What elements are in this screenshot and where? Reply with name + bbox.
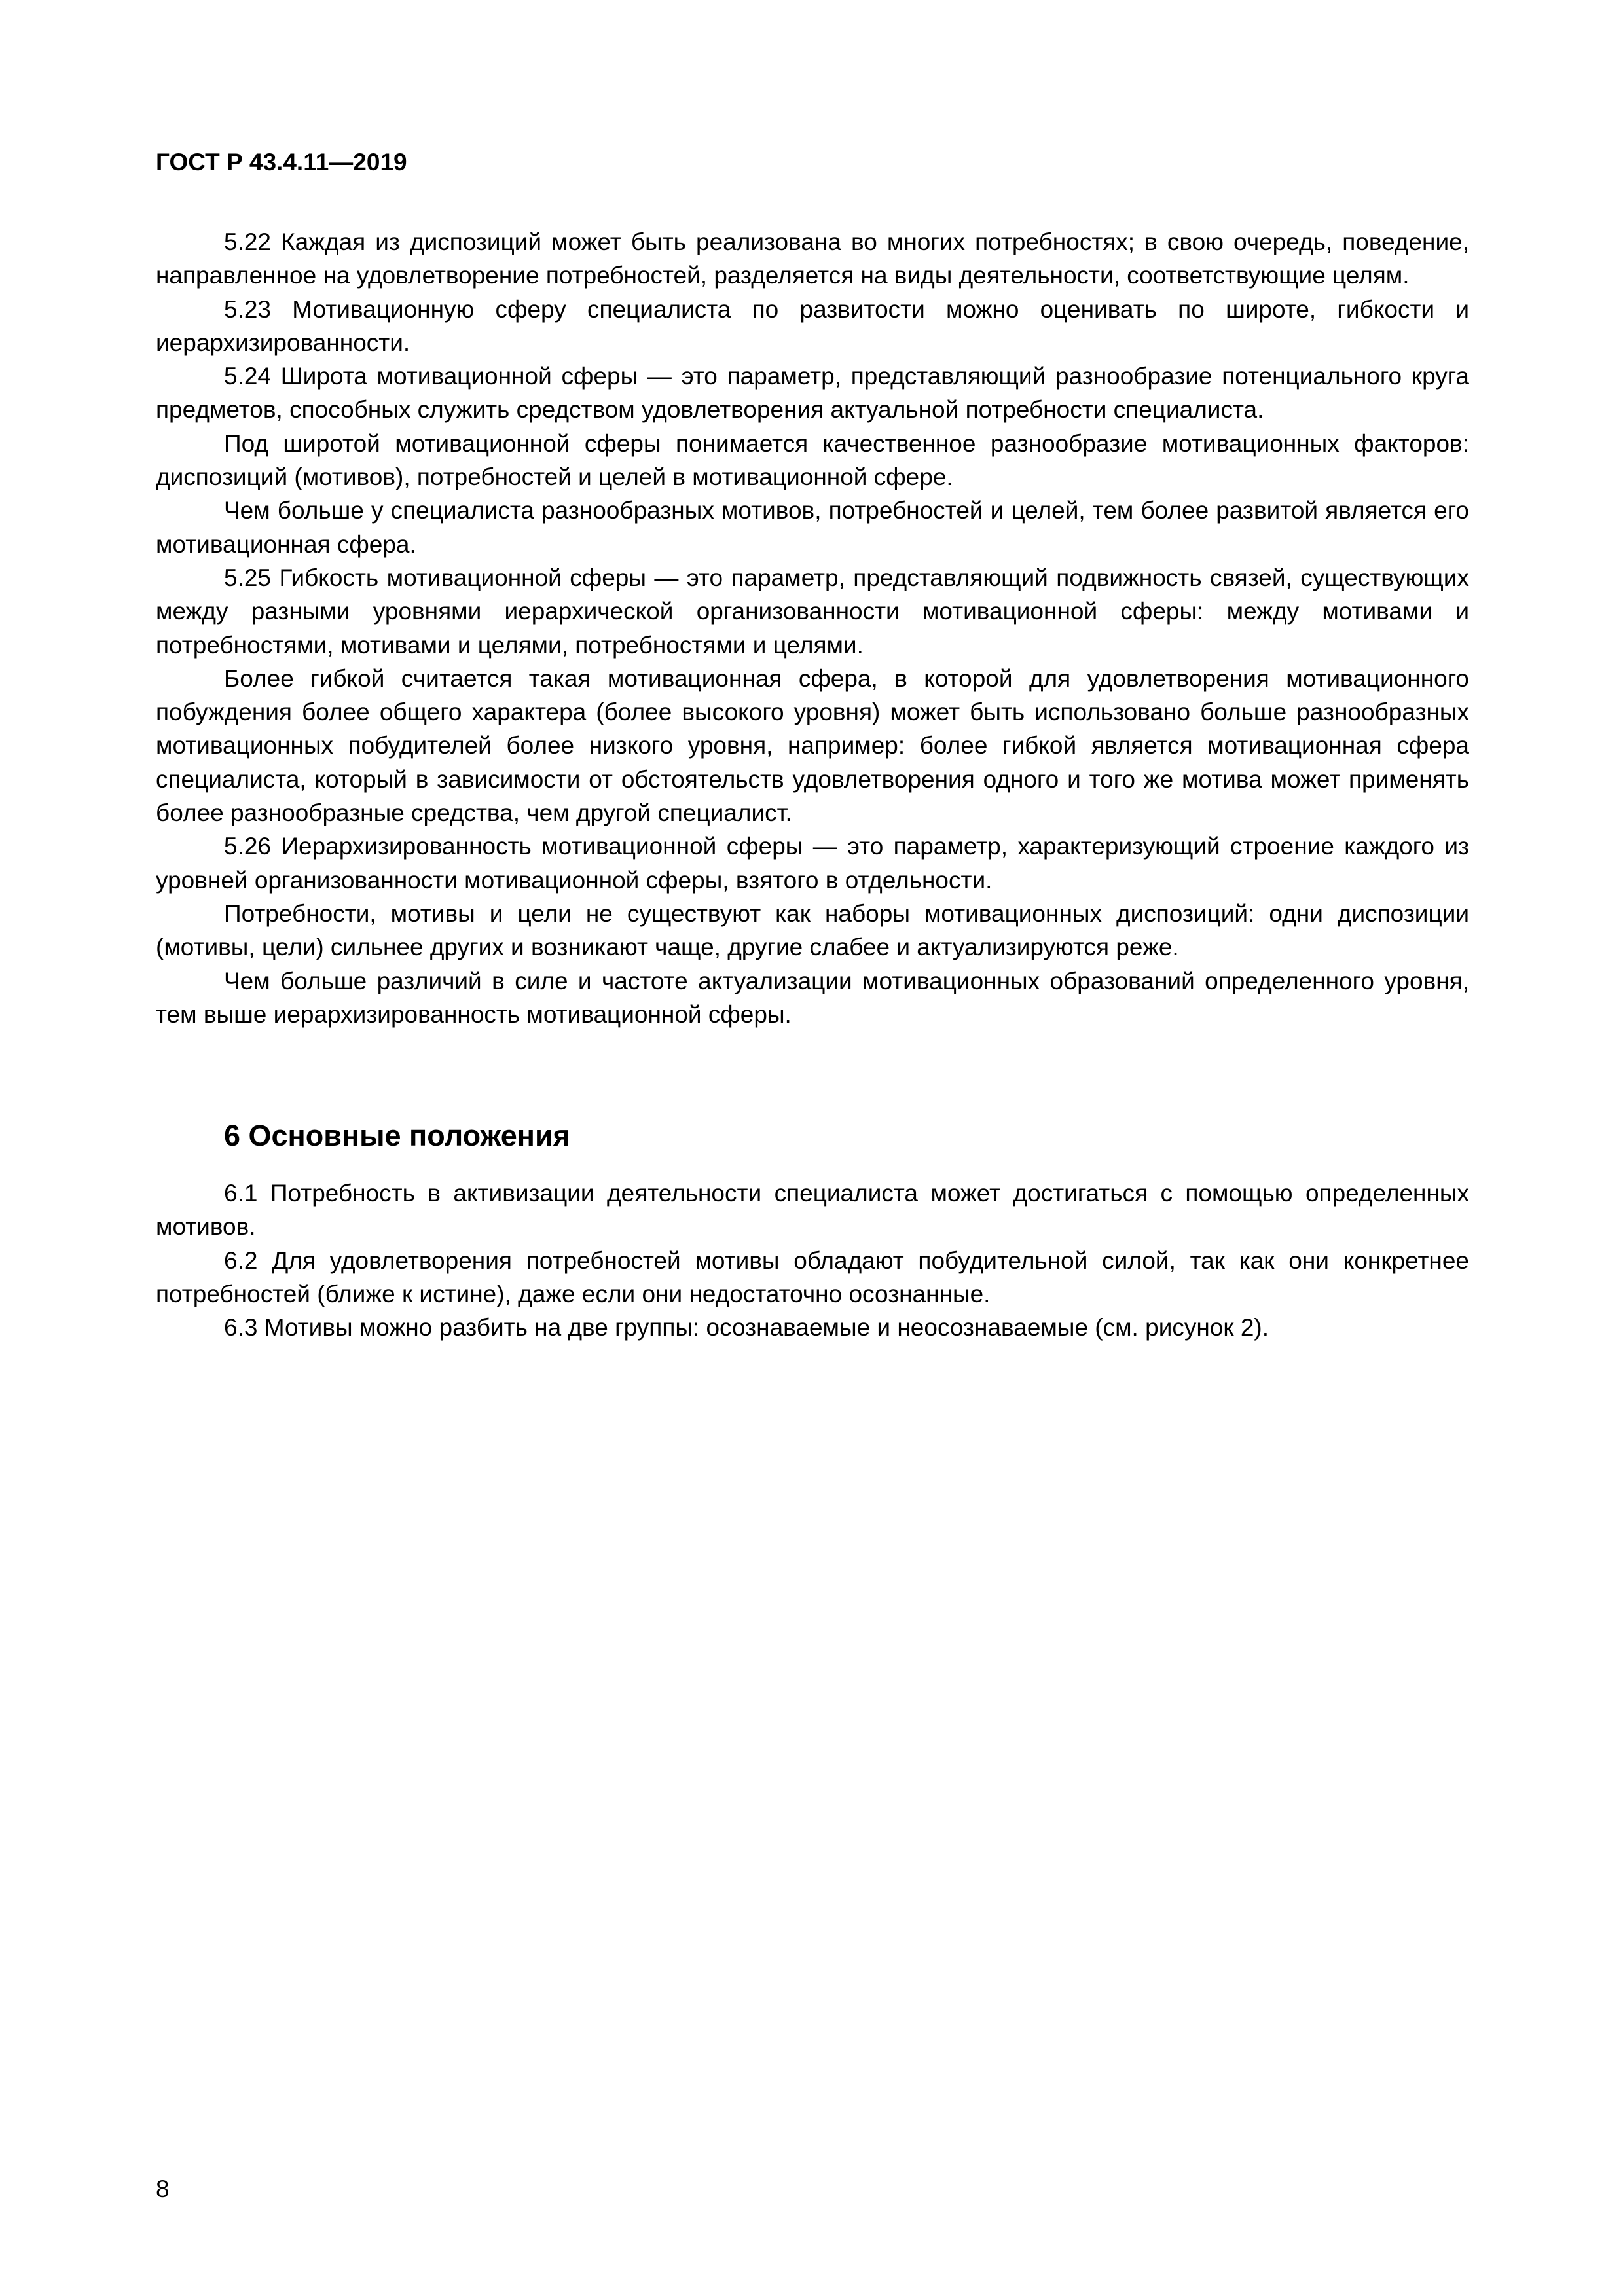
paragraph-breadth-development: Чем больше у специалиста разнообразных мотивов, потребностей и целей, тем более развитой является его мотивационная сфера.	[156, 497, 1469, 558]
page-number: 8	[156, 2176, 170, 2202]
paragraph-hierarchy-level: Чем больше различий в силе и частоте актуализации мотивационных образований определенного уровня, тем выше иерархизированность мотивационной сферы.	[156, 967, 1469, 1028]
main-text	[156, 225, 1469, 1031]
paragraph-5-22: 5.22 Каждая из диспозиций может быть реализована во многих потребностях; в свою очередь, поведение, направленное на удовлетворение потребностей, разделяется на виды деятельности, соответствующие целям.	[156, 228, 1469, 289]
section-heading: 6 Основные положения	[224, 1119, 570, 1152]
paragraph-6-3: 6.3 Мотивы можно разбить на две группы: осознаваемые и неосознаваемые (см. рисунок 2).	[224, 1314, 1269, 1341]
document-header: ГОСТ Р 43.4.11—2019	[156, 149, 407, 175]
paragraph-5-23: 5.23 Мотивационную сферу специалиста по развитости можно оценивать по широте, гибкости и иерархизированности.	[156, 295, 1469, 356]
paragraph-dispositions: Потребности, мотивы и цели не существуют как наборы мотивационных диспозиций: одни диспозиции (мотивы, цели) сильнее других и возникают чаще, другие слабее и актуализируются реже.	[156, 900, 1469, 961]
paragraph-breadth-definition: Под широтой мотивационной сферы понимается качественное разнообразие мотивационных факторов: диспозиций (мотивов), потребностей и целей в мотивационной сфере.	[156, 429, 1469, 491]
paragraph-5-24: 5.24 Широта мотивационной сферы — это параметр, представляющий разнообразие потенциального круга предметов, способных служить средством удовлетворения актуальной потребности специалиста.	[156, 363, 1469, 424]
paragraph-flexibility-example: Более гибкой считается такая мотивационная сфера, в которой для удовлетворения мотивационного побуждения более общего характера (более высокого уровня) может быть использовано больше разнообразных мотивационных побудителей более низкого уровня, например: более гибкой является мотивационная сфера специалиста, который в зависимости от обстоятельств удовлетворения одного и того же мотива может применять более разнообразные средства, чем другой специалист.	[156, 665, 1469, 827]
paragraph-5-25: 5.25 Гибкость мотивационной сферы — это параметр, представляющий подвижность связей, существующих между разными уровнями иерархической организованности мотивационной сферы: между мотивами и потребностями, мотивами и целями, потребностями и целями.	[156, 564, 1469, 659]
paragraph-6-2: 6.2 Для удовлетворения потребностей мотивы обладают побудительной силой, так как они конкретнее потребностей (ближе к истине), даже если они недостаточно осознанные.	[156, 1247, 1469, 1307]
paragraph-6-1: 6.1 Потребность в активизации деятельности специалиста может достигаться с помощью определенных мотивов.	[156, 1180, 1469, 1241]
section-text	[156, 1176, 1469, 1344]
paragraph-5-26: 5.26 Иерархизированность мотивационной сферы — это параметр, характеризующий строение каждого из уровней организованности мотивационной сферы, взятого в отдельности.	[156, 833, 1469, 894]
